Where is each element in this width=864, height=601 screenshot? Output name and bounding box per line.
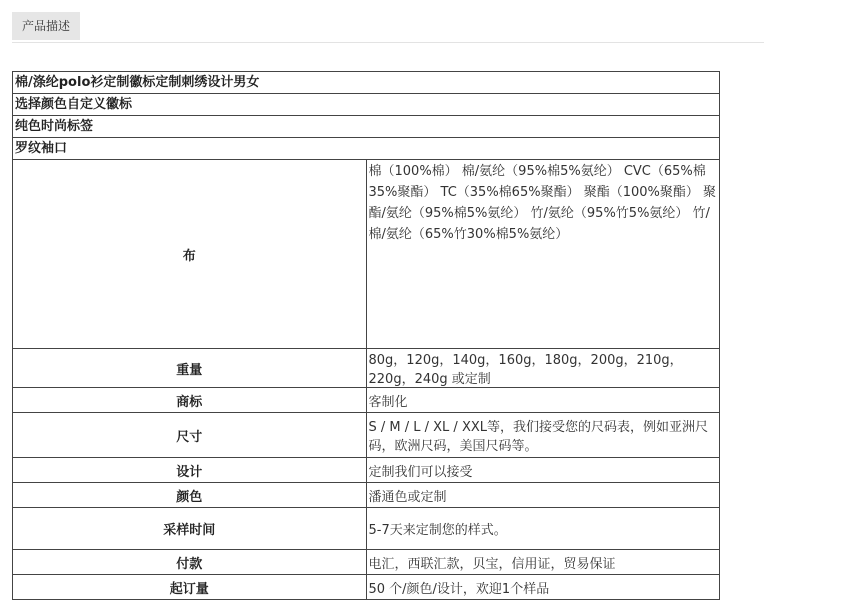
table-row — [13, 575, 720, 600]
table-row — [13, 388, 720, 413]
spec-label-color: 颜色 — [13, 483, 367, 508]
spec-label-payment: 付款 — [13, 550, 367, 575]
tab-bar — [12, 8, 764, 43]
spec-value-payment: 电汇，西联汇款，贝宝，信用证，贸易保证 — [366, 550, 720, 575]
spec-value-logo: 客制化 — [366, 388, 720, 413]
spec-value-color: 潘通色或定制 — [366, 483, 720, 508]
table-row — [13, 483, 720, 508]
feature-row: 罗纹袖口 — [13, 138, 720, 160]
table-row — [13, 458, 720, 483]
table-row — [13, 508, 720, 550]
spec-value-design: 定制我们可以接受 — [366, 458, 720, 483]
spec-label-moq: 起订量 — [13, 575, 367, 600]
spec-value-weight: 80g，120g，140g，160g，180g，200g，210g，220g，240g 或定制 — [366, 349, 720, 388]
table-row — [13, 138, 720, 160]
table-row — [13, 160, 720, 349]
table-row — [13, 94, 720, 116]
tab-product-description[interactable]: 产品描述 — [12, 12, 80, 40]
feature-row: 纯色时尚标签 — [13, 116, 720, 138]
spec-value-size: S / M / L / XL / XXL等，我们接受您的尺码表，例如亚洲尺码，欧洲尺码，美国尺码等。 — [366, 413, 720, 458]
spec-label-size: 尺寸 — [13, 413, 367, 458]
spec-value-sample-time: 5-7天来定制您的样式。 — [366, 508, 720, 550]
table-row — [13, 550, 720, 575]
table-row — [13, 72, 720, 94]
spec-value-fabric: 棉（100%棉） 棉/氨纶（95%棉5%氨纶） CVC（65%棉35%聚酯） TC（35%棉65%聚酯） 聚酯（100%聚酯） 聚酯/氨纶（95%棉5%氨纶） 竹/氨纶（95%竹5%氨纶） 竹/棉/氨纶（65%竹30%棉5%氨纶） — [366, 160, 720, 349]
product-spec-table — [12, 71, 720, 600]
spec-label-fabric: 布 — [13, 160, 367, 349]
table-row — [13, 349, 720, 388]
feature-row: 选择颜色自定义徽标 — [13, 94, 720, 116]
spec-label-logo: 商标 — [13, 388, 367, 413]
table-row — [13, 413, 720, 458]
table-row — [13, 116, 720, 138]
spec-label-sample-time: 采样时间 — [13, 508, 367, 550]
spec-label-weight: 重量 — [13, 349, 367, 388]
spec-label-design: 设计 — [13, 458, 367, 483]
product-title-row: 棉/涤纶polo衫定制徽标定制刺绣设计男女 — [13, 72, 720, 94]
spec-value-moq: 50 个/颜色/设计，欢迎1个样品 — [366, 575, 720, 600]
